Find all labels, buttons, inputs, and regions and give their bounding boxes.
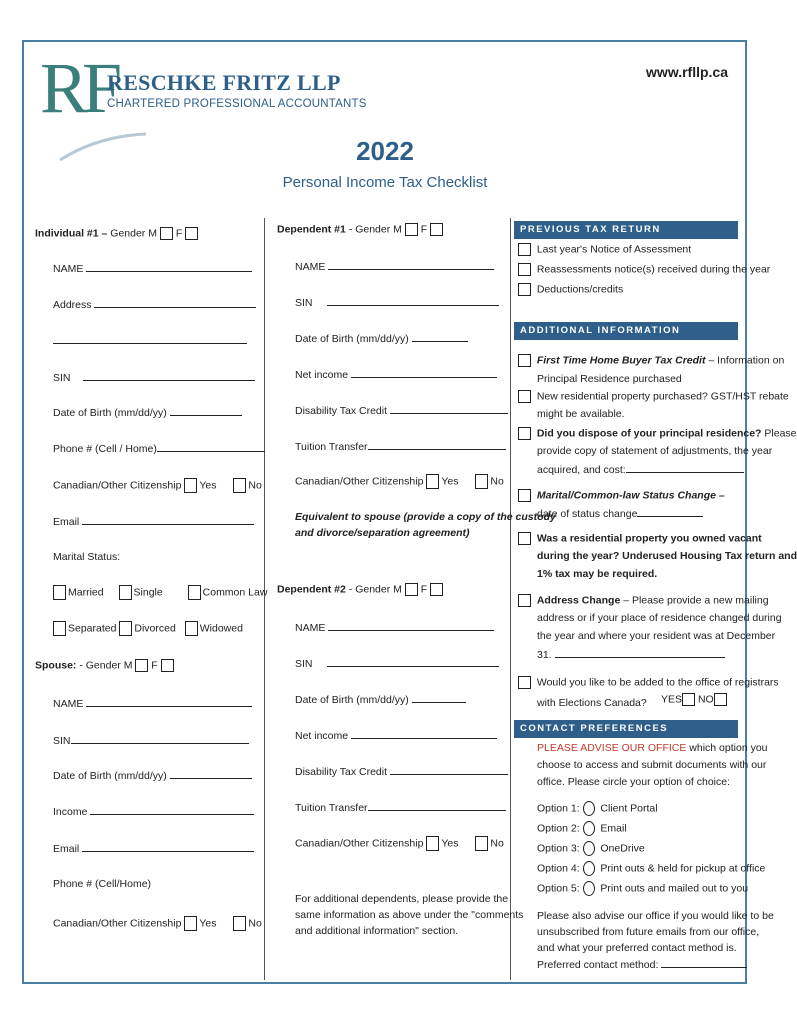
- dependent1-citizenship-no-checkbox[interactable]: [475, 474, 488, 489]
- marital-status-label: Marital Status:: [53, 551, 121, 563]
- address-change: Address Change – Please provide a new mailing: [518, 594, 769, 607]
- individual-citizenship-yes-checkbox[interactable]: [184, 478, 197, 493]
- separated-checkbox[interactable]: [53, 621, 66, 636]
- spouse-phone-label: Phone # (Cell/Home): [53, 878, 152, 890]
- individual-gender-f-checkbox[interactable]: [185, 227, 198, 240]
- prev-item-2-checkbox[interactable]: [518, 263, 531, 276]
- unsubscribe-line2: unsubscribed from future emails from our office,: [537, 926, 760, 938]
- contact-option-3[interactable]: Option 3: OneDrive: [537, 842, 645, 855]
- spouse-citizenship-no-checkbox[interactable]: [233, 916, 246, 931]
- address-change-field[interactable]: 31.: [537, 648, 725, 661]
- spouse-citizenship-row: Canadian/Other Citizenship Yes No: [53, 917, 262, 930]
- dependent2-gender-f-checkbox[interactable]: [430, 583, 443, 596]
- first-time-home-buyer: First Time Home Buyer Tax Credit – Information on: [518, 354, 784, 367]
- dispose-principal-residence-checkbox[interactable]: [518, 427, 531, 440]
- dependent2-gender-row: Dependent #2 - Gender M F: [277, 583, 443, 596]
- spouse-email-field[interactable]: Email: [53, 842, 254, 855]
- tax-year: 2022: [356, 136, 414, 166]
- elections-no-checkbox[interactable]: [714, 693, 727, 706]
- marital-status-change-date-field[interactable]: date of status change: [537, 507, 703, 520]
- dependent1-name-field[interactable]: NAME: [295, 260, 494, 273]
- single-checkbox[interactable]: [119, 585, 132, 600]
- option-4-circle[interactable]: [583, 861, 595, 876]
- vacant-property: Was a residential property you owned vacant: [518, 532, 762, 545]
- marital-status-change-checkbox[interactable]: [518, 489, 531, 502]
- dependent1-citizenship-yes-checkbox[interactable]: [426, 474, 439, 489]
- dependent1-dob-field[interactable]: Date of Birth (mm/dd/yy): [295, 332, 468, 345]
- spouse-citizenship-yes-checkbox[interactable]: [184, 916, 197, 931]
- previous-tax-return-heading: PREVIOUS TAX RETURN: [514, 221, 738, 239]
- dependent1-disability-field[interactable]: Disability Tax Credit: [295, 404, 508, 417]
- spouse-name-field[interactable]: NAME: [53, 697, 252, 710]
- individual-gender-row: Individual #1 – Gender M F: [35, 227, 198, 240]
- dependent2-citizenship-yes-checkbox[interactable]: [426, 836, 439, 851]
- dependent2-citizenship-no-checkbox[interactable]: [475, 836, 488, 851]
- individual-email-field[interactable]: Email: [53, 515, 254, 528]
- website-url[interactable]: www.rfllp.ca: [646, 64, 728, 80]
- equivalent-to-spouse-line2: and divorce/separation agreement): [295, 527, 470, 539]
- elections-canada-line2: with Elections Canada?: [537, 697, 647, 709]
- dispose-principal-residence: Did you dispose of your principal residence? Please: [518, 427, 797, 440]
- dispose-line3-field[interactable]: acquired, and cost:: [537, 463, 744, 476]
- dependent2-sin-field[interactable]: SIN: [295, 657, 499, 670]
- dependent1-gender-row: Dependent #1 - Gender M F: [277, 223, 443, 236]
- spouse-gender-f-checkbox[interactable]: [161, 659, 174, 672]
- unsubscribe-line1: Please also advise our office if you would like to be: [537, 910, 774, 922]
- marital-status-change: Marital/Common-law Status Change –: [518, 489, 725, 502]
- prev-item-3: Deductions/credits: [518, 283, 623, 296]
- dependent2-net-income-field[interactable]: Net income: [295, 729, 497, 742]
- prev-item-1-checkbox[interactable]: [518, 243, 531, 256]
- additional-dependents-note-2: same information as above under the "comments: [295, 909, 524, 921]
- dependent2-tuition-field[interactable]: Tuition Transfer: [295, 801, 506, 814]
- column-divider-right: [510, 218, 511, 980]
- married-checkbox[interactable]: [53, 585, 66, 600]
- dispose-line2: provide copy of statement of adjustments, the year: [537, 445, 773, 457]
- firm-name: RESCHKE FRITZ LLP: [107, 70, 341, 95]
- vacant-property-line3: 1% tax may be required.: [537, 568, 658, 580]
- additional-dependents-note-3: and additional information" section.: [295, 925, 459, 937]
- dependent2-dob-field[interactable]: Date of Birth (mm/dd/yy): [295, 693, 466, 706]
- new-residential-property: New residential property purchased? GST/HST rebate: [518, 390, 789, 403]
- spouse-sin-field[interactable]: SIN: [53, 734, 249, 747]
- dependent1-sin-field[interactable]: SIN: [295, 296, 499, 309]
- dependent1-net-income-field[interactable]: Net income: [295, 368, 497, 381]
- individual-citizenship-no-checkbox[interactable]: [233, 478, 246, 493]
- contact-advise-line3: office. Please circle your option of choice:: [537, 776, 730, 788]
- individual-address-field[interactable]: Address: [53, 298, 256, 311]
- new-residential-property-checkbox[interactable]: [518, 390, 531, 403]
- dependent1-citizenship-row: Canadian/Other Citizenship Yes No: [295, 475, 504, 488]
- prev-item-1: Last year's Notice of Assessment: [518, 243, 691, 256]
- firm-logo: RF: [40, 48, 117, 128]
- individual-address-line2[interactable]: [53, 334, 247, 347]
- contact-advise-line2: choose to access and submit documents with our: [537, 759, 767, 771]
- dependent2-disability-field[interactable]: Disability Tax Credit: [295, 765, 508, 778]
- address-change-line3: the year and where your resident was at December: [537, 630, 776, 642]
- vacant-property-line2: during the year? Underused Housing Tax return and: [537, 550, 797, 562]
- individual-sin-field[interactable]: SIN: [53, 371, 255, 384]
- contact-option-4[interactable]: Option 4: Print outs & held for pickup at office: [537, 862, 766, 875]
- contact-option-2[interactable]: Option 2: Email: [537, 822, 627, 835]
- spouse-income-field[interactable]: Income: [53, 805, 254, 818]
- individual-name-field[interactable]: NAME: [53, 262, 252, 275]
- spouse-dob-field[interactable]: Date of Birth (mm/dd/yy): [53, 769, 252, 782]
- address-change-line2: address or if your place of residence changed during: [537, 612, 782, 624]
- elections-yes-no: YES NO: [661, 693, 727, 706]
- spouse-gender-row: Spouse: - Gender M F: [35, 659, 174, 672]
- dependent2-gender-m-checkbox[interactable]: [405, 583, 418, 596]
- elections-yes-checkbox[interactable]: [682, 693, 695, 706]
- option-5-circle[interactable]: [583, 881, 595, 896]
- dependent1-tuition-field[interactable]: Tuition Transfer: [295, 440, 506, 453]
- prev-item-2: Reassessments notice(s) received during the year: [518, 263, 770, 276]
- vacant-property-checkbox[interactable]: [518, 532, 531, 545]
- additional-dependents-note-1: For additional dependents, please provide the: [295, 893, 509, 905]
- individual-gender-m-checkbox[interactable]: [160, 227, 173, 240]
- contact-preferences-heading: CONTACT PREFERENCES: [514, 720, 738, 738]
- individual-dob-field[interactable]: Date of Birth (mm/dd/yy): [53, 406, 242, 419]
- first-time-home-buyer-line2: Principal Residence purchased: [537, 373, 682, 385]
- widowed-checkbox[interactable]: [185, 621, 198, 636]
- individual-phone-field[interactable]: Phone # (Cell / Home): [53, 442, 265, 455]
- common-law-checkbox[interactable]: [188, 585, 201, 600]
- contact-option-1[interactable]: Option 1: Client Portal: [537, 802, 658, 815]
- option-2-circle[interactable]: [583, 821, 595, 836]
- dependent2-citizenship-row: Canadian/Other Citizenship Yes No: [295, 837, 504, 850]
- dependent1-gender-f-checkbox[interactable]: [430, 223, 443, 236]
- additional-information-heading: ADDITIONAL INFORMATION: [514, 322, 738, 340]
- equivalent-to-spouse-line1: Equivalent to spouse (provide a copy of the custody: [295, 511, 556, 523]
- dependent2-name-field[interactable]: NAME: [295, 621, 494, 634]
- address-change-checkbox[interactable]: [518, 594, 531, 607]
- individual-citizenship-row: Canadian/Other Citizenship Yes No: [53, 479, 262, 492]
- prev-item-3-checkbox[interactable]: [518, 283, 531, 296]
- option-3-circle[interactable]: [583, 841, 595, 856]
- elections-canada-checkbox[interactable]: [518, 676, 531, 689]
- unsubscribe-line3: and what your preferred contact method is.: [537, 942, 737, 954]
- contact-option-5[interactable]: Option 5: Print outs and mailed out to you: [537, 882, 749, 895]
- spouse-gender-m-checkbox[interactable]: [135, 659, 148, 672]
- option-1-circle[interactable]: [583, 801, 595, 816]
- marital-row-1: Married Single Common Law: [53, 585, 267, 600]
- firm-subtitle: CHARTERED PROFESSIONAL ACCOUNTANTS: [107, 98, 367, 110]
- contact-advise-line1: PLEASE ADVISE OUR OFFICE which option you: [537, 742, 768, 754]
- dependent1-gender-m-checkbox[interactable]: [405, 223, 418, 236]
- elections-canada: Would you like to be added to the office of registrars: [518, 676, 779, 689]
- marital-row-2: Separated Divorced Widowed: [53, 621, 243, 636]
- preferred-contact-field[interactable]: Preferred contact method:: [537, 958, 747, 971]
- first-time-home-buyer-checkbox[interactable]: [518, 354, 531, 367]
- divorced-checkbox[interactable]: [119, 621, 132, 636]
- new-residential-property-line2: might be available.: [537, 408, 625, 420]
- page-title: Personal Income Tax Checklist: [282, 174, 488, 191]
